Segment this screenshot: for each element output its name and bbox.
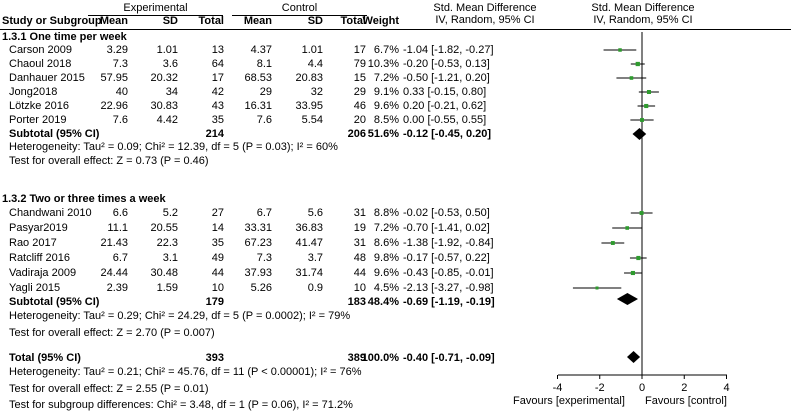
total-e: 35: [211, 237, 224, 249]
smd-ci-text: -0.02 [-0.53, 0.50]: [403, 207, 490, 219]
x-tick-label: -2: [594, 382, 605, 394]
study-marker: [647, 90, 651, 94]
overall-effect-text: Test for overall effect: Z = 0.73 (P = 0.46): [9, 155, 209, 167]
study-marker: [644, 104, 648, 108]
study-name: Pasyar2019: [9, 222, 68, 234]
total-e: 43: [211, 100, 224, 112]
smd-ci-text: -0.70 [-1.41, 0.02]: [403, 222, 490, 234]
total-c: 15: [353, 72, 366, 84]
study-name: Lötzke 2016: [9, 100, 69, 112]
subtotal-weight: 51.6%: [367, 128, 399, 140]
total-c: 31: [353, 237, 366, 249]
subtotal-weight: 48.4%: [367, 296, 399, 308]
subtotal-total-c: 183: [347, 296, 366, 308]
favours-control-label: Favours [control]: [645, 395, 727, 407]
total-e: 44: [211, 267, 224, 279]
mean-c: 33.31: [244, 222, 272, 234]
mean-e: 57.95: [100, 72, 128, 84]
study-name: Vadiraja 2009: [9, 267, 77, 279]
study-name: Danhauer 2015: [9, 72, 85, 84]
total-c: 48: [353, 252, 366, 264]
total-c: 17: [353, 44, 366, 56]
mean-e: 7.6: [112, 114, 128, 126]
mean-c: 7.3: [256, 252, 272, 264]
sd-c: 20.83: [295, 72, 323, 84]
weight: 8.8%: [373, 207, 399, 219]
total-c: 29: [353, 86, 366, 98]
weight: 8.6%: [373, 237, 399, 249]
x-tick-label: 2: [681, 382, 688, 394]
weight: 7.2%: [373, 222, 399, 234]
total-heterogeneity-text: Heterogeneity: Tau² = 0.21; Chi² = 45.76, df = 11 (P < 0.00001); I² = 76%: [9, 366, 362, 378]
sd-e: 20.55: [150, 222, 178, 234]
sd-c: 0.9: [307, 282, 323, 294]
weight-column-header: Weight: [362, 15, 399, 27]
total-overall-effect-text: Test for overall effect: Z = 2.55 (P = 0.01): [9, 383, 209, 395]
weight: 9.8%: [373, 252, 399, 264]
weight: 8.5%: [373, 114, 399, 126]
total-e: 14: [211, 222, 224, 234]
total-label: Total (95% CI): [9, 352, 81, 364]
total-e: 42: [211, 86, 224, 98]
smd-ci-text: 0.00 [-0.55, 0.55]: [403, 114, 487, 126]
plot-column-subtitle: IV, Random, 95% CI: [593, 14, 693, 26]
study-marker: [640, 118, 644, 122]
smd-column-subtitle: IV, Random, 95% CI: [435, 14, 535, 26]
heterogeneity-text: Heterogeneity: Tau² = 0.29; Chi² = 24.29, df = 5 (P = 0.0002); I² = 79%: [9, 310, 351, 322]
weight: 7.2%: [373, 72, 399, 84]
mean-c: 67.23: [244, 237, 272, 249]
study-name: Chaoul 2018: [9, 58, 72, 70]
study-column-header: Study or Subgroup: [2, 15, 102, 27]
mean-e: 3.29: [106, 44, 128, 56]
smd-column-title: Std. Mean Difference: [433, 2, 537, 14]
mean-e: 24.44: [100, 267, 128, 279]
total-e-column-header: Total: [198, 15, 224, 27]
smd-ci-text: -1.38 [-1.92, -0.84]: [403, 237, 494, 249]
mean-e: 2.39: [106, 282, 128, 294]
study-marker: [636, 62, 640, 66]
total-c: 19: [353, 222, 366, 234]
study-marker: [636, 256, 640, 260]
sd-c: 33.95: [295, 100, 323, 112]
x-tick-label: 0: [638, 382, 646, 394]
study-name: Rao 2017: [9, 237, 57, 249]
study-name: Jong2018: [9, 86, 58, 98]
weight: 9.6%: [373, 267, 399, 279]
sd-e: 34: [165, 86, 178, 98]
total-diamond: [627, 351, 640, 363]
subgroup-1-title: 1.3.1 One time per week: [2, 31, 127, 43]
mean-e: 22.96: [100, 100, 128, 112]
sd-e: 1.59: [156, 282, 178, 294]
weight: 9.6%: [373, 100, 399, 112]
study-name: Porter 2019: [9, 114, 67, 126]
mean-c: 16.31: [244, 100, 272, 112]
study-marker: [596, 287, 599, 290]
sd-e-column-header: SD: [162, 15, 178, 27]
total-e: 35: [211, 114, 224, 126]
study-marker: [611, 241, 615, 245]
study-marker: [618, 48, 621, 51]
mean-c: 8.1: [256, 58, 272, 70]
mean-e: 40: [115, 86, 128, 98]
smd-ci-text: -0.50 [-1.21, 0.20]: [403, 72, 490, 84]
total-c: 79: [353, 58, 366, 70]
sd-c: 5.6: [307, 207, 323, 219]
experimental-group-header: Experimental: [123, 2, 188, 14]
plot-column-title: Std. Mean Difference: [591, 2, 695, 14]
mean-c: 7.6: [256, 114, 272, 126]
mean-c: 29: [259, 86, 272, 98]
mean-c: 6.7: [256, 207, 272, 219]
subtotal-diamond: [632, 128, 646, 140]
subtotal-label: Subtotal (95% CI): [9, 128, 100, 140]
control-group-header: Control: [281, 2, 318, 14]
smd-ci-text: -2.13 [-3.27, -0.98]: [403, 282, 494, 294]
overall-effect-text: Test for overall effect: Z = 2.70 (P = 0.007): [9, 327, 215, 339]
sd-c: 1.01: [301, 44, 323, 56]
total-c: 10: [353, 282, 366, 294]
study-name: Carson 2009: [9, 44, 72, 56]
study-marker: [625, 226, 629, 230]
total-ci-text: -0.40 [-0.71, -0.09]: [403, 352, 495, 364]
total-e: 10: [211, 282, 224, 294]
x-tick-label: -4: [552, 382, 563, 394]
smd-ci-text: -0.20 [-0.53, 0.13]: [403, 58, 490, 70]
sd-c: 32: [310, 86, 323, 98]
mean-c-column-header: Mean: [243, 15, 272, 27]
total-c: 20: [353, 114, 366, 126]
subtotal-diamond: [617, 293, 638, 305]
sd-c: 5.54: [301, 114, 323, 126]
study-marker: [640, 211, 644, 215]
subtotal-total-e: 179: [205, 296, 224, 308]
weight: 9.1%: [373, 86, 399, 98]
sd-c: 31.74: [295, 267, 323, 279]
total-e: 27: [211, 207, 224, 219]
smd-ci-text: -0.43 [-0.85, -0.01]: [403, 267, 494, 279]
total-e: 64: [211, 58, 224, 70]
weight: 10.3%: [367, 58, 399, 70]
total-total-e: 393: [205, 352, 224, 364]
sd-e: 4.42: [156, 114, 178, 126]
sd-e: 20.32: [150, 72, 178, 84]
weight: 6.7%: [373, 44, 399, 56]
sd-e: 30.48: [150, 267, 178, 279]
subtotal-ci-text: -0.12 [-0.45, 0.20]: [403, 128, 492, 140]
subtotal-total-c: 206: [347, 128, 366, 140]
sd-c: 41.47: [295, 237, 323, 249]
smd-ci-text: 0.33 [-0.15, 0.80]: [403, 86, 487, 98]
sd-e: 30.83: [150, 100, 178, 112]
sd-c: 4.4: [307, 58, 323, 70]
sd-c: 3.7: [307, 252, 323, 264]
subtotal-total-e: 214: [205, 128, 224, 140]
total-e: 17: [211, 72, 224, 84]
total-total-c: 389: [347, 352, 366, 364]
total-c-column-header: Total: [340, 15, 366, 27]
sd-c: 36.83: [295, 222, 323, 234]
mean-c: 4.37: [250, 44, 272, 56]
study-marker: [630, 76, 634, 80]
mean-e: 7.3: [112, 58, 128, 70]
total-e: 13: [211, 44, 224, 56]
mean-c: 5.26: [250, 282, 272, 294]
subtotal-label: Subtotal (95% CI): [9, 296, 100, 308]
mean-c: 68.53: [244, 72, 272, 84]
study-marker: [631, 271, 635, 275]
heterogeneity-text: Heterogeneity: Tau² = 0.09; Chi² = 12.39, df = 5 (P = 0.03); I² = 60%: [9, 141, 338, 153]
study-name: Ratcliff 2016: [9, 252, 70, 264]
smd-ci-text: -0.17 [-0.57, 0.22]: [403, 252, 490, 264]
mean-e: 6.7: [112, 252, 128, 264]
total-e: 49: [211, 252, 224, 264]
mean-e: 11.1: [107, 222, 128, 234]
study-name: Yagli 2015: [9, 282, 61, 294]
smd-ci-text: -1.04 [-1.82, -0.27]: [403, 44, 494, 56]
sd-e: 3.6: [162, 58, 178, 70]
favours-experimental-label: Favours [experimental]: [513, 395, 625, 407]
total-c: 44: [353, 267, 366, 279]
subgroup-differences-text: Test for subgroup differences: Chi² = 3.48, df = 1 (P = 0.06), I² = 71.2%: [9, 399, 353, 411]
total-c: 31: [353, 207, 366, 219]
mean-e: 6.6: [112, 207, 128, 219]
mean-e-column-header: Mean: [99, 15, 128, 27]
sd-e: 3.1: [162, 252, 178, 264]
weight: 4.5%: [373, 282, 399, 294]
total-c: 46: [353, 100, 366, 112]
subgroup-2-title: 1.3.2 Two or three times a week: [2, 193, 166, 205]
x-tick-label: 4: [723, 382, 730, 394]
sd-c-column-header: SD: [307, 15, 323, 27]
sd-e: 5.2: [162, 207, 178, 219]
study-name: Chandwani 2010: [9, 207, 92, 219]
total-weight: 100.0%: [361, 352, 399, 364]
smd-ci-text: 0.20 [-0.21, 0.62]: [403, 100, 487, 112]
subtotal-ci-text: -0.69 [-1.19, -0.19]: [403, 296, 495, 308]
sd-e: 22.3: [156, 237, 178, 249]
sd-e: 1.01: [156, 44, 178, 56]
mean-c: 37.93: [244, 267, 272, 279]
mean-e: 21.43: [100, 237, 128, 249]
